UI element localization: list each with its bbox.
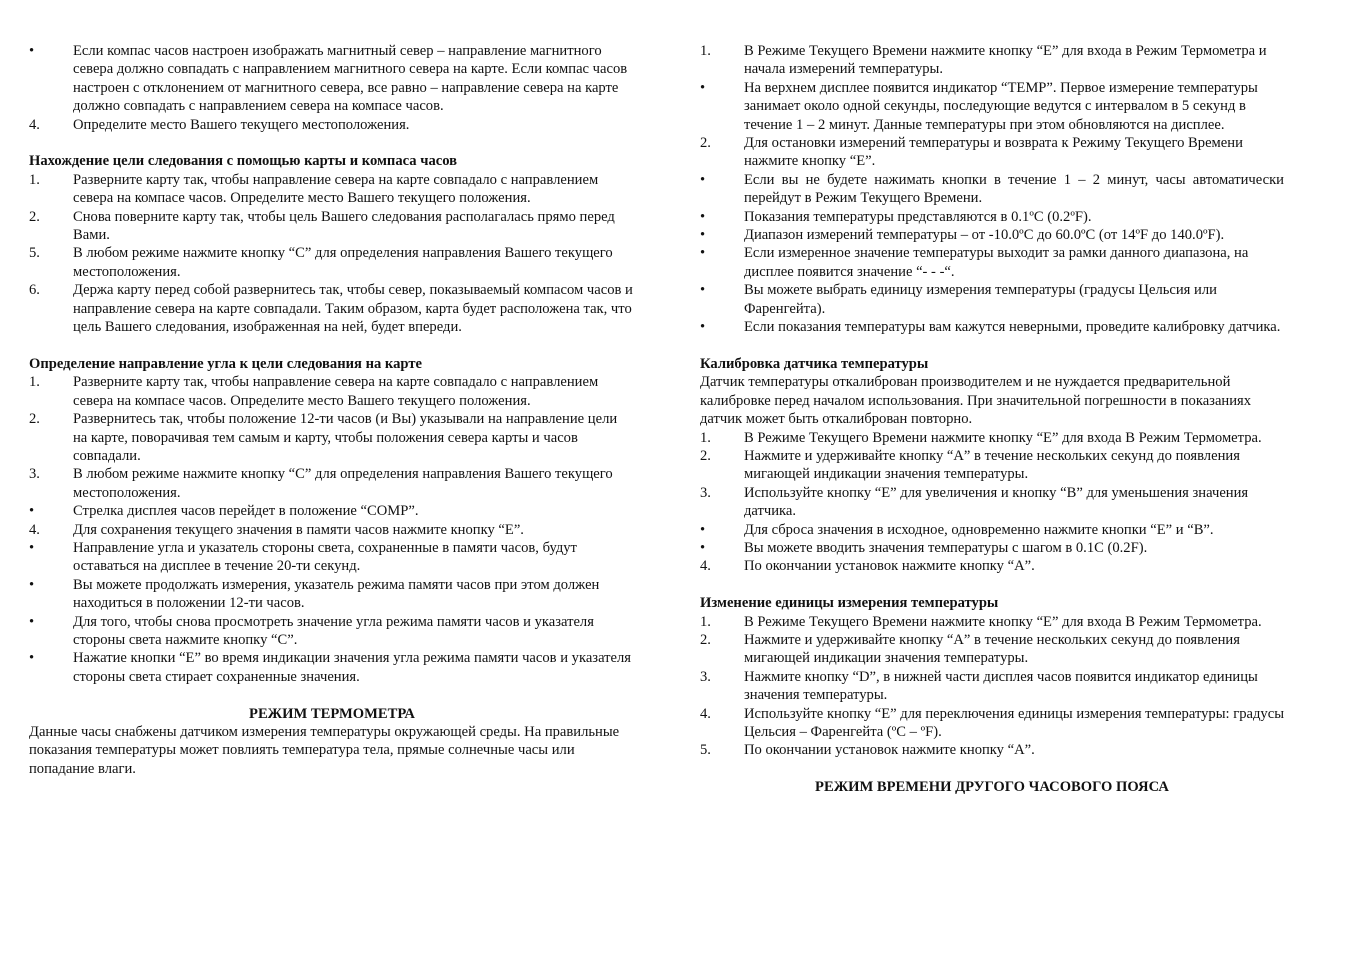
number-marker: 2. (29, 411, 40, 428)
section-title-thermometer: РЕЖИМ ТЕРМОМЕТРА (249, 705, 415, 722)
list-item-text: Нажмите и удерживайте кнопку “A” в течение нескольких секунд до появления мигающей индикации значения температуры. (744, 447, 1240, 483)
list-item-text: Для сброса значения в исходное, одновременно нажмите кнопки “E” и “B”. (744, 521, 1214, 538)
bullet-marker: • (29, 43, 35, 59)
bullet-marker: • (700, 521, 706, 538)
list-item (29, 613, 635, 650)
list-item-text: В Режиме Текущего Времени нажмите кнопку “E” для входа В Режим Термометра. (744, 429, 1262, 446)
list-item (29, 116, 635, 134)
list-item (29, 649, 635, 686)
list-item (700, 484, 1284, 521)
number-marker: 4. (700, 705, 711, 722)
list-item-text: Показания температуры представляются в 0.1ºC (0.2ºF). (744, 208, 1092, 225)
list-item (700, 281, 1284, 318)
spacer (700, 760, 1284, 778)
spacer (29, 686, 635, 704)
spacer (700, 576, 1284, 594)
number-marker: 1. (700, 613, 711, 630)
number-marker: 1. (29, 374, 40, 391)
list-item (700, 226, 1284, 244)
right-list-1 (700, 42, 1284, 337)
list-item-text: Вы можете продолжать измерения, указатель режима памяти часов при этом должен находиться в положении 12-ти часов. (73, 576, 600, 612)
list-item (700, 631, 1284, 668)
list-item-text: Нажмите кнопку “D”, в нижней части дисплея часов появится индикатор единицы значения температуры. (744, 668, 1258, 704)
list-item-text: Для сохранения текущего значения в памяти часов нажмите кнопку “E”. (73, 521, 524, 538)
bullet-marker: • (700, 282, 706, 299)
number-marker: 4. (29, 116, 40, 133)
bullet-marker: • (29, 539, 35, 556)
number-marker: 2. (700, 447, 711, 464)
list-item-text: Для того, чтобы снова просмотреть значение угла режима памяти часов и указателя стороны света нажмите кнопку “C”. (73, 613, 594, 648)
number-marker: 2. (29, 208, 40, 225)
list-item-text: По окончании установок нажмите кнопку “A”. (744, 558, 1035, 575)
list-item (700, 429, 1284, 447)
list-item-text: Направление угла и указатель стороны света, сохраненные в памяти часов, будут оставаться на дисплее в течение 20-ти секунд. (73, 539, 577, 575)
right-list-2 (700, 429, 1284, 576)
heading-unit-change: Изменение единицы измерения температуры (700, 595, 999, 612)
list-item (29, 521, 635, 539)
number-marker: 1. (29, 171, 40, 188)
bullet-marker: • (700, 539, 706, 556)
number-marker: 2. (700, 135, 711, 152)
list-item (700, 557, 1284, 575)
number-marker: 4. (700, 558, 711, 575)
number-marker: 3. (700, 484, 711, 501)
list-item-text: Стрелка дисплея часов перейдет в положение “COMP”. (73, 503, 419, 520)
list-item (29, 373, 635, 410)
list-item (29, 410, 635, 465)
list-item-text: Вы можете выбрать единицу измерения температуры (градусы Цельсия или Фаренгейта). (744, 282, 1217, 317)
list-item-text: Вы можете вводить значения температуры с шагом в 0.1C (0.2F). (744, 539, 1148, 556)
list-item-text: Если измеренное значение температуры выходит за рамки данного диапазона, на дисплее появится значение “- - -“. (744, 245, 1249, 280)
left-column (29, 42, 635, 778)
heading-calibration: Калибровка датчика температуры (700, 355, 929, 372)
bullet-marker: • (700, 319, 706, 336)
list-item (700, 613, 1284, 631)
list-item-text: Нажатие кнопки “E” во время индикации значения угла режима памяти часов и указателя стороны света стирает сохраненные значения. (73, 650, 632, 685)
number-marker: 5. (700, 742, 711, 759)
list-item-text: В Режиме Текущего Времени нажмите кнопку “E” для входа В Режим Термометра. (744, 613, 1262, 630)
list-item (700, 447, 1284, 484)
list-item (700, 741, 1284, 759)
list-item-text: Держа карту перед собой развернитесь так, чтобы север, показываемый компасом часов и направление севера на карте совпадали. Таким образом, карта будет расположена так, что цель Вашего следования, изображенная на ней, будет впереди. (73, 282, 633, 336)
list-item (29, 244, 635, 281)
bullet-marker: • (700, 227, 706, 244)
list-item (29, 465, 635, 502)
list-item (29, 502, 635, 520)
list-item-text: Разверните карту так, чтобы направление севера на карте совпадало с направлением севера на компасе часов. Определите место Вашего текущего положения. (73, 171, 599, 207)
number-marker: 5. (29, 245, 40, 262)
list-item (29, 539, 635, 576)
bullet-marker: • (700, 245, 706, 262)
list-item-text: Разверните карту так, чтобы направление севера на карте совпадало с направлением севера на компасе часов. Определите место Вашего текущего положения. (73, 374, 599, 409)
list-item-text: Используйте кнопку “E” для переключения единицы измерения температуры: градусы Цельсия – Фаренгейта (ºC – ºF). (744, 705, 1285, 740)
list-item (700, 539, 1284, 557)
list-item-text: Если вы не будете нажимать кнопки в течение 1 – 2 минут, часы автоматически перейдут в Режим Текущего Времени. (744, 171, 1284, 207)
bullet-marker: • (700, 208, 706, 225)
list-item (29, 42, 635, 116)
spacer (29, 134, 635, 152)
list-item-text: На верхнем дисплее появится индикатор “TEMP”. Первое измерение температуры занимает около одной секунды, последующие ведутся с интервалом в 5 секунд в течение 1 – 2 минут. Данные температуры при этом обновляются на дисплее. (744, 79, 1258, 133)
calibration-intro: Датчик температуры откалиброван производителем и не нуждается предварительной калибровке перед началом использования. При значительной погрешности в показаниях датчик может быть откалиброван повторно. (700, 374, 1252, 428)
list-item-text: Для остановки измерений температуры и возврата к Режиму Текущего Времени нажмите кнопку “E”. (744, 135, 1243, 170)
left-list-1 (29, 42, 635, 134)
thermometer-intro: Данные часы снабжены датчиком измерения температуры окружающей среды. На правильные показания температуры может повлиять температура тела, прямые солнечные часы или попадание влаги. (29, 723, 620, 777)
bullet-marker: • (29, 613, 35, 630)
list-item (700, 244, 1284, 281)
list-item (700, 171, 1284, 208)
list-item (700, 705, 1284, 742)
number-marker: 2. (700, 631, 711, 648)
list-item (700, 668, 1284, 705)
bullet-marker: • (29, 650, 35, 667)
number-marker: 1. (700, 43, 711, 59)
list-item-text: Диапазон измерений температуры – от -10.0ºC до 60.0ºC (от 14ºF до 140.0ºF). (744, 227, 1225, 244)
list-item (29, 208, 635, 245)
list-item (700, 134, 1284, 171)
list-item (700, 79, 1284, 134)
list-item (700, 208, 1284, 226)
list-item-text: Нажмите и удерживайте кнопку “A” в течение нескольких секунд до появления мигающей индикации значения температуры. (744, 631, 1240, 667)
list-item-text: Развернитесь так, чтобы положение 12-ти часов (и Вы) указывали на направление цели на карте, поворачивая тем самым и карту, чтобы положения севера карты и часов совпадали. (73, 411, 618, 464)
list-item-text: Используйте кнопку “E” для увеличения и кнопку “B” для уменьшения значения датчика. (744, 484, 1249, 520)
list-item (29, 576, 635, 613)
list-item-text: Определите место Вашего текущего местоположения. (73, 116, 410, 133)
heading-find-target: Нахождение цели следования с помощью карты и компаса часов (29, 153, 458, 170)
list-item (700, 42, 1284, 79)
bullet-marker: • (700, 79, 706, 96)
section-title-other-timezone: РЕЖИМ ВРЕМЕНИ ДРУГОГО ЧАСОВОГО ПОЯСА (815, 779, 1169, 796)
list-item (700, 521, 1284, 539)
bullet-marker: • (700, 171, 706, 188)
bullet-marker: • (29, 576, 35, 593)
list-item-text: Если компас часов настроен изображать магнитный север – направление магнитного севера должно совпадать с направлением магнитного севера на карте. Если компас часов настроен с отклонением от магнитного севера, все равно – направление севера на карте должно совпадать с направлением севера на компасе часов. (73, 43, 628, 115)
heading-angle-direction: Определение направление угла к цели следования на карте (29, 355, 422, 372)
right-column (700, 42, 1284, 797)
spacer (29, 336, 635, 354)
number-marker: 1. (700, 429, 711, 446)
list-item-text: По окончании установок нажмите кнопку “A”. (744, 742, 1035, 759)
list-item-text: Снова поверните карту так, чтобы цель Вашего следования располагалась прямо перед Вами. (73, 208, 615, 244)
list-item (700, 318, 1284, 336)
list-item (29, 171, 635, 208)
number-marker: 6. (29, 282, 40, 299)
number-marker: 3. (29, 466, 40, 483)
list-item (29, 281, 635, 336)
list-item-text: Если показания температуры вам кажутся неверными, проведите калибровку датчика. (744, 319, 1281, 336)
list-item-text: В любом режиме нажмите кнопку “C” для определения направления Вашего текущего местоположения. (73, 466, 613, 501)
bullet-marker: • (29, 503, 35, 520)
spacer (700, 337, 1284, 355)
number-marker: 3. (700, 668, 711, 685)
list-item-text: В Режиме Текущего Времени нажмите кнопку “E” для входа в Режим Термометра и начала измерений температуры. (744, 43, 1267, 78)
right-list-3 (700, 613, 1284, 760)
left-list-3 (29, 373, 635, 686)
left-list-2 (29, 171, 635, 337)
list-item-text: В любом режиме нажмите кнопку “C” для определения направления Вашего текущего местоположения. (73, 245, 613, 280)
number-marker: 4. (29, 521, 40, 538)
